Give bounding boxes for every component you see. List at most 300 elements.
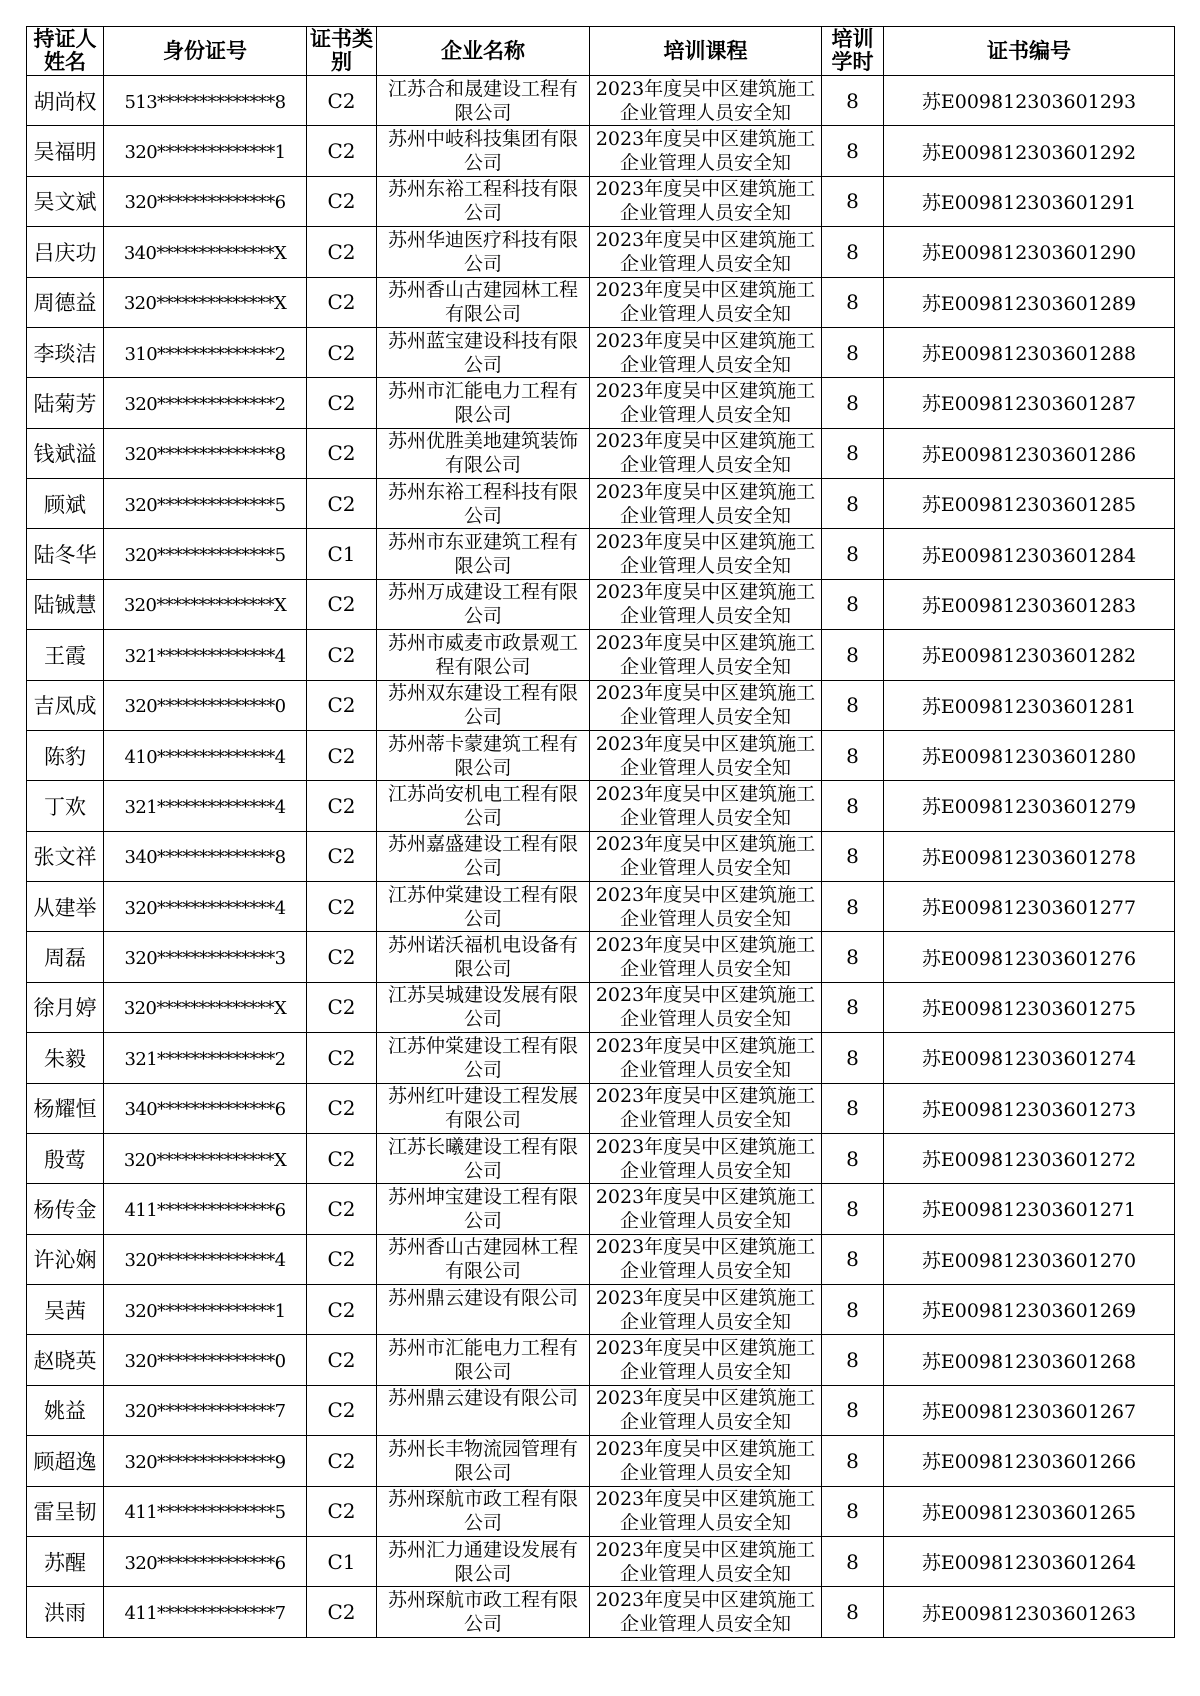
cell-company bbox=[377, 428, 590, 478]
cell-hours bbox=[822, 1234, 884, 1284]
table-header bbox=[27, 27, 1175, 76]
cell-hours-text: 8 bbox=[846, 995, 859, 1020]
cell-type bbox=[307, 1083, 377, 1133]
cell-name-text: 顾斌 bbox=[44, 492, 86, 517]
cell-type-text: C2 bbox=[327, 1448, 356, 1473]
cell-type-text: C2 bbox=[327, 793, 356, 818]
cell-type bbox=[307, 1436, 377, 1486]
cell-id bbox=[104, 1486, 307, 1536]
cell-company-text: 苏州市汇能电力工程有限公司 bbox=[387, 1337, 578, 1384]
cell-hours-text: 8 bbox=[846, 189, 859, 214]
cell-id-text: 320**************3 bbox=[124, 948, 286, 970]
cell-type-text: C2 bbox=[327, 88, 356, 113]
cell-id bbox=[104, 1536, 307, 1586]
cell-type bbox=[307, 932, 377, 982]
cell-company bbox=[377, 1133, 590, 1183]
cell-name bbox=[27, 1536, 104, 1586]
cell-name bbox=[27, 579, 104, 629]
cell-cert bbox=[884, 1133, 1175, 1183]
cell-type-text: C2 bbox=[327, 1499, 356, 1524]
cell-hours bbox=[822, 1436, 884, 1486]
cell-company bbox=[377, 932, 590, 982]
cell-cert bbox=[884, 579, 1175, 629]
table-row bbox=[27, 1385, 1175, 1435]
cell-name bbox=[27, 1587, 104, 1638]
cell-name bbox=[27, 1184, 104, 1234]
cell-course bbox=[590, 227, 822, 277]
cell-type-text: C2 bbox=[327, 1600, 356, 1625]
cell-name-text: 钱斌溢 bbox=[33, 442, 97, 467]
cell-hours bbox=[822, 1083, 884, 1133]
cell-type bbox=[307, 1184, 377, 1234]
cell-id bbox=[104, 781, 307, 831]
cell-hours-text: 8 bbox=[846, 1398, 859, 1423]
cell-id-text: 411**************6 bbox=[124, 1199, 286, 1221]
table-row bbox=[27, 932, 1175, 982]
cell-name-text: 陈豹 bbox=[44, 744, 86, 769]
cell-id-text: 320**************9 bbox=[124, 1451, 286, 1473]
cell-course bbox=[590, 680, 822, 730]
cell-type bbox=[307, 831, 377, 881]
cell-name bbox=[27, 76, 104, 126]
cell-name bbox=[27, 680, 104, 730]
cell-type-text: C2 bbox=[327, 995, 356, 1020]
cell-course-text: 2023年度吴中区建筑施工企业管理人员安全知 bbox=[595, 1589, 816, 1636]
cell-type bbox=[307, 176, 377, 226]
cell-cert-text: 苏E009812303601269 bbox=[921, 1300, 1137, 1323]
table-row bbox=[27, 428, 1175, 478]
cell-cert bbox=[884, 378, 1175, 428]
cell-id bbox=[104, 630, 307, 680]
cell-company-text: 苏州红叶建设工程发展有限公司 bbox=[387, 1085, 578, 1132]
cell-company-text: 江苏尚安机电工程有限公司 bbox=[387, 782, 578, 829]
cell-name bbox=[27, 529, 104, 579]
cell-course bbox=[590, 378, 822, 428]
cell-name bbox=[27, 1335, 104, 1385]
cell-cert bbox=[884, 1234, 1175, 1284]
cell-course-text: 2023年度吴中区建筑施工企业管理人员安全知 bbox=[595, 1387, 816, 1434]
cell-hours-text: 8 bbox=[846, 894, 859, 919]
cell-cert-text: 苏E009812303601263 bbox=[921, 1602, 1137, 1625]
cell-cert bbox=[884, 76, 1175, 126]
cell-cert bbox=[884, 932, 1175, 982]
cell-name bbox=[27, 1385, 104, 1435]
header-cert: 证书编号 bbox=[884, 27, 1175, 76]
cell-name bbox=[27, 277, 104, 327]
table-body bbox=[27, 76, 1175, 1638]
cell-course-text: 2023年度吴中区建筑施工企业管理人员安全知 bbox=[595, 279, 816, 326]
cell-id-text: 321**************2 bbox=[124, 1048, 286, 1070]
cell-cert-text: 苏E009812303601276 bbox=[921, 947, 1137, 970]
cell-hours bbox=[822, 680, 884, 730]
cell-name bbox=[27, 327, 104, 377]
cell-company-text: 苏州优胜美地建筑装饰有限公司 bbox=[387, 430, 578, 477]
cell-company bbox=[377, 1587, 590, 1638]
cell-company bbox=[377, 680, 590, 730]
cell-cert bbox=[884, 479, 1175, 529]
cell-company bbox=[377, 730, 590, 780]
cell-company-text: 江苏长曦建设工程有限公司 bbox=[387, 1135, 578, 1182]
cell-type bbox=[307, 277, 377, 327]
cell-name bbox=[27, 831, 104, 881]
table-row bbox=[27, 831, 1175, 881]
cell-type-text: C2 bbox=[327, 239, 356, 264]
cell-type-text: C2 bbox=[327, 1146, 356, 1171]
cell-name bbox=[27, 479, 104, 529]
cell-name-text: 胡尚权 bbox=[33, 89, 97, 114]
table-row bbox=[27, 680, 1175, 730]
cell-type-text: C2 bbox=[327, 1398, 356, 1423]
cell-hours bbox=[822, 76, 884, 126]
table-row bbox=[27, 1083, 1175, 1133]
cell-course bbox=[590, 76, 822, 126]
cell-hours bbox=[822, 1335, 884, 1385]
cell-type-text: C2 bbox=[327, 1247, 356, 1272]
cell-company bbox=[377, 176, 590, 226]
cell-hours bbox=[822, 1587, 884, 1638]
header-id: 身份证号 bbox=[104, 27, 307, 76]
header-name: 持证人姓名 bbox=[27, 27, 104, 76]
cell-company-text: 苏州东裕工程科技有限公司 bbox=[387, 178, 578, 225]
cell-course bbox=[590, 428, 822, 478]
cell-course bbox=[590, 982, 822, 1032]
cell-name bbox=[27, 1436, 104, 1486]
cell-id-text: 340**************6 bbox=[124, 1099, 286, 1121]
cell-hours bbox=[822, 1285, 884, 1335]
cell-company bbox=[377, 479, 590, 529]
table-row bbox=[27, 882, 1175, 932]
cell-hours-text: 8 bbox=[846, 441, 859, 466]
cell-cert-text: 苏E009812303601290 bbox=[921, 242, 1137, 265]
cell-company-text: 苏州蒂卡蒙建筑工程有限公司 bbox=[387, 732, 578, 779]
cell-name-text: 苏醒 bbox=[44, 1550, 86, 1575]
cell-name bbox=[27, 176, 104, 226]
cell-course bbox=[590, 579, 822, 629]
cell-course bbox=[590, 882, 822, 932]
cell-id-text: 340**************X bbox=[123, 242, 287, 264]
cell-company bbox=[377, 327, 590, 377]
cell-id bbox=[104, 277, 307, 327]
cell-name bbox=[27, 730, 104, 780]
cell-course bbox=[590, 529, 822, 579]
cell-name-text: 洪雨 bbox=[44, 1601, 86, 1626]
cell-hours bbox=[822, 1033, 884, 1083]
cell-course-text: 2023年度吴中区建筑施工企业管理人员安全知 bbox=[595, 1185, 816, 1232]
cell-id-text: 310**************2 bbox=[124, 343, 286, 365]
cell-id bbox=[104, 479, 307, 529]
cell-type-text: C2 bbox=[327, 290, 356, 315]
cell-id-text: 320**************X bbox=[123, 293, 287, 315]
cell-name bbox=[27, 1486, 104, 1536]
cell-company bbox=[377, 1486, 590, 1536]
cell-type bbox=[307, 781, 377, 831]
cell-course-text: 2023年度吴中区建筑施工企业管理人员安全知 bbox=[595, 1034, 816, 1081]
cell-id bbox=[104, 1033, 307, 1083]
cell-company-text: 苏州蓝宝建设科技有限公司 bbox=[387, 329, 578, 376]
cell-cert bbox=[884, 176, 1175, 226]
cell-cert-text: 苏E009812303601272 bbox=[921, 1149, 1137, 1172]
cell-id bbox=[104, 1234, 307, 1284]
cell-course-text: 2023年度吴中区建筑施工企业管理人员安全知 bbox=[595, 77, 816, 124]
cell-name bbox=[27, 1285, 104, 1335]
cell-hours-text: 8 bbox=[846, 491, 859, 516]
cell-hours-text: 8 bbox=[846, 239, 859, 264]
cell-cert-text: 苏E009812303601292 bbox=[921, 141, 1137, 164]
cell-name bbox=[27, 1083, 104, 1133]
cell-id bbox=[104, 76, 307, 126]
cell-company bbox=[377, 378, 590, 428]
cell-course-text: 2023年度吴中区建筑施工企业管理人员安全知 bbox=[595, 228, 816, 275]
cell-course bbox=[590, 1587, 822, 1638]
cell-cert-text: 苏E009812303601275 bbox=[921, 997, 1137, 1020]
cell-name-text: 陆铖慧 bbox=[33, 593, 97, 618]
cell-id-text: 340**************8 bbox=[124, 847, 286, 869]
cell-type bbox=[307, 630, 377, 680]
cell-course bbox=[590, 1536, 822, 1586]
cell-company bbox=[377, 1083, 590, 1133]
cell-cert-text: 苏E009812303601280 bbox=[921, 746, 1137, 769]
cell-cert-text: 苏E009812303601286 bbox=[921, 443, 1137, 466]
cell-hours bbox=[822, 730, 884, 780]
cell-company-text: 江苏仲棠建设工程有限公司 bbox=[387, 883, 578, 930]
cell-cert bbox=[884, 327, 1175, 377]
cell-name-text: 吴茜 bbox=[44, 1298, 86, 1323]
table-row bbox=[27, 1436, 1175, 1486]
cell-id-text: 320**************0 bbox=[124, 1351, 286, 1373]
cell-type-text: C2 bbox=[327, 743, 356, 768]
cell-name bbox=[27, 1033, 104, 1083]
cell-type-text: C2 bbox=[327, 592, 356, 617]
cell-type bbox=[307, 1587, 377, 1638]
cell-company bbox=[377, 630, 590, 680]
cell-type bbox=[307, 76, 377, 126]
cell-cert bbox=[884, 529, 1175, 579]
cell-type-text: C2 bbox=[327, 1297, 356, 1322]
cell-company-text: 苏州市东亚建筑工程有限公司 bbox=[387, 531, 578, 578]
cell-id bbox=[104, 126, 307, 176]
cell-company bbox=[377, 1385, 590, 1435]
cell-cert-text: 苏E009812303601274 bbox=[921, 1048, 1137, 1071]
cell-course-text: 2023年度吴中区建筑施工企业管理人员安全知 bbox=[595, 430, 816, 477]
cell-type bbox=[307, 1385, 377, 1435]
cell-id-text: 321**************4 bbox=[124, 645, 286, 667]
cell-hours bbox=[822, 1486, 884, 1536]
cell-name-text: 陆冬华 bbox=[33, 543, 97, 568]
table-row bbox=[27, 1486, 1175, 1536]
cell-hours-text: 8 bbox=[846, 1096, 859, 1121]
cell-cert bbox=[884, 630, 1175, 680]
cell-name bbox=[27, 630, 104, 680]
cell-id bbox=[104, 1184, 307, 1234]
cell-cert-text: 苏E009812303601284 bbox=[921, 544, 1137, 567]
cell-id bbox=[104, 1083, 307, 1133]
cell-id-text: 320**************X bbox=[123, 1149, 287, 1171]
cell-course-text: 2023年度吴中区建筑施工企业管理人员安全知 bbox=[595, 1337, 816, 1384]
cell-cert bbox=[884, 126, 1175, 176]
cell-course bbox=[590, 1234, 822, 1284]
cell-type bbox=[307, 428, 377, 478]
cell-hours bbox=[822, 479, 884, 529]
cell-hours bbox=[822, 428, 884, 478]
cell-cert-text: 苏E009812303601285 bbox=[921, 494, 1137, 517]
cell-hours bbox=[822, 126, 884, 176]
cell-cert-text: 苏E009812303601270 bbox=[921, 1249, 1137, 1272]
cell-course-text: 2023年度吴中区建筑施工企业管理人员安全知 bbox=[595, 128, 816, 175]
cell-company bbox=[377, 1234, 590, 1284]
cell-hours bbox=[822, 1385, 884, 1435]
cell-course-text: 2023年度吴中区建筑施工企业管理人员安全知 bbox=[595, 1085, 816, 1132]
cell-company bbox=[377, 1436, 590, 1486]
cell-id bbox=[104, 1133, 307, 1183]
cell-course bbox=[590, 630, 822, 680]
cell-type bbox=[307, 1335, 377, 1385]
certificate-table bbox=[26, 26, 1175, 1638]
cell-type bbox=[307, 1486, 377, 1536]
cell-name-text: 雷呈韧 bbox=[33, 1500, 97, 1525]
cell-name bbox=[27, 982, 104, 1032]
cell-type bbox=[307, 1234, 377, 1284]
cell-id bbox=[104, 1587, 307, 1638]
cell-cert bbox=[884, 1486, 1175, 1536]
cell-cert bbox=[884, 1436, 1175, 1486]
cell-company-text: 江苏合和晟建设工程有限公司 bbox=[387, 77, 578, 124]
cell-cert bbox=[884, 882, 1175, 932]
cell-company-text: 苏州香山古建园林工程有限公司 bbox=[387, 279, 578, 326]
cell-type bbox=[307, 327, 377, 377]
cell-cert bbox=[884, 730, 1175, 780]
cell-hours bbox=[822, 781, 884, 831]
cell-id bbox=[104, 982, 307, 1032]
cell-hours-text: 8 bbox=[846, 844, 859, 869]
cell-hours-text: 8 bbox=[846, 1146, 859, 1171]
cell-course-text: 2023年度吴中区建筑施工企业管理人员安全知 bbox=[595, 984, 816, 1031]
cell-name bbox=[27, 1234, 104, 1284]
cell-course-text: 2023年度吴中区建筑施工企业管理人员安全知 bbox=[595, 581, 816, 628]
cell-hours-text: 8 bbox=[846, 1247, 859, 1272]
table-row bbox=[27, 579, 1175, 629]
cell-name-text: 吕庆功 bbox=[33, 240, 97, 265]
cell-course-text: 2023年度吴中区建筑施工企业管理人员安全知 bbox=[595, 1538, 816, 1585]
cell-course bbox=[590, 1133, 822, 1183]
cell-company bbox=[377, 1033, 590, 1083]
cell-id bbox=[104, 227, 307, 277]
cell-id-text: 320**************6 bbox=[124, 1552, 286, 1574]
cell-id-text: 320**************2 bbox=[124, 393, 286, 415]
cell-cert bbox=[884, 831, 1175, 881]
cell-type bbox=[307, 680, 377, 730]
cell-name bbox=[27, 227, 104, 277]
cell-type-text: C2 bbox=[327, 945, 356, 970]
cell-hours-text: 8 bbox=[846, 290, 859, 315]
cell-course bbox=[590, 1385, 822, 1435]
cell-type bbox=[307, 982, 377, 1032]
cell-cert-text: 苏E009812303601293 bbox=[921, 91, 1137, 114]
cell-name bbox=[27, 428, 104, 478]
cell-course bbox=[590, 327, 822, 377]
cell-company-text: 苏州嘉盛建设工程有限公司 bbox=[387, 833, 578, 880]
cell-hours bbox=[822, 932, 884, 982]
cell-course bbox=[590, 831, 822, 881]
table-row bbox=[27, 479, 1175, 529]
cell-company bbox=[377, 1184, 590, 1234]
cell-cert bbox=[884, 982, 1175, 1032]
cell-id bbox=[104, 831, 307, 881]
table-row bbox=[27, 76, 1175, 126]
cell-hours-text: 8 bbox=[846, 1348, 859, 1373]
cell-name-text: 徐月婷 bbox=[33, 996, 97, 1021]
table-row bbox=[27, 730, 1175, 780]
cell-company bbox=[377, 1536, 590, 1586]
cell-id bbox=[104, 428, 307, 478]
cell-name-text: 许沁娴 bbox=[33, 1248, 97, 1273]
cell-company bbox=[377, 1285, 590, 1335]
cell-company-text: 苏州双东建设工程有限公司 bbox=[387, 682, 578, 729]
cell-id-text: 320**************X bbox=[123, 595, 287, 617]
cell-hours bbox=[822, 1184, 884, 1234]
cell-course bbox=[590, 1285, 822, 1335]
cell-course-text: 2023年度吴中区建筑施工企业管理人员安全知 bbox=[595, 883, 816, 930]
cell-hours bbox=[822, 982, 884, 1032]
cell-course-text: 2023年度吴中区建筑施工企业管理人员安全知 bbox=[595, 1437, 816, 1484]
cell-course bbox=[590, 932, 822, 982]
table-row bbox=[27, 1536, 1175, 1586]
cell-cert-text: 苏E009812303601279 bbox=[921, 796, 1137, 819]
cell-name-text: 王霞 bbox=[44, 643, 86, 668]
cell-type-text: C2 bbox=[327, 1045, 356, 1070]
cell-name-text: 吴福明 bbox=[33, 140, 97, 165]
cell-course-text: 2023年度吴中区建筑施工企业管理人员安全知 bbox=[595, 934, 816, 981]
table-row bbox=[27, 1285, 1175, 1335]
cell-type-text: C2 bbox=[327, 894, 356, 919]
cell-company-text: 苏州汇力通建设发展有限公司 bbox=[387, 1538, 578, 1585]
cell-hours bbox=[822, 579, 884, 629]
cell-course bbox=[590, 730, 822, 780]
cell-type-text: C2 bbox=[327, 189, 356, 214]
cell-id bbox=[104, 1385, 307, 1435]
cell-hours bbox=[822, 1536, 884, 1586]
cell-company bbox=[377, 277, 590, 327]
cell-hours-text: 8 bbox=[846, 1448, 859, 1473]
cell-id-text: 320**************8 bbox=[124, 444, 286, 466]
cell-hours-text: 8 bbox=[846, 743, 859, 768]
cell-company bbox=[377, 126, 590, 176]
cell-type-text: C2 bbox=[327, 1196, 356, 1221]
cell-course-text: 2023年度吴中区建筑施工企业管理人员安全知 bbox=[595, 1286, 816, 1333]
cell-name bbox=[27, 378, 104, 428]
cell-company-text: 苏州诺沃福机电设备有限公司 bbox=[387, 934, 578, 981]
cell-name bbox=[27, 882, 104, 932]
cell-id bbox=[104, 327, 307, 377]
cell-id bbox=[104, 680, 307, 730]
cell-type-text: C2 bbox=[327, 844, 356, 869]
cell-company-text: 苏州华迪医疗科技有限公司 bbox=[387, 228, 578, 275]
cell-hours-text: 8 bbox=[846, 88, 859, 113]
cell-company-text: 苏州万成建设工程有限公司 bbox=[387, 581, 578, 628]
cell-type-text: C2 bbox=[327, 1096, 356, 1121]
header-type: 证书类别 bbox=[307, 27, 377, 76]
cell-type bbox=[307, 479, 377, 529]
cell-id-text: 320**************0 bbox=[124, 696, 286, 718]
cell-type-text: C2 bbox=[327, 491, 356, 516]
cell-company-text: 苏州鼎云建设有限公司 bbox=[387, 1286, 578, 1309]
cell-cert-text: 苏E009812303601288 bbox=[921, 343, 1137, 366]
cell-hours bbox=[822, 1133, 884, 1183]
cell-company-text: 苏州长丰物流园管理有限公司 bbox=[387, 1437, 578, 1484]
cell-type-text: C2 bbox=[327, 642, 356, 667]
cell-company bbox=[377, 781, 590, 831]
cell-name-text: 周磊 bbox=[44, 946, 86, 971]
cell-name bbox=[27, 126, 104, 176]
